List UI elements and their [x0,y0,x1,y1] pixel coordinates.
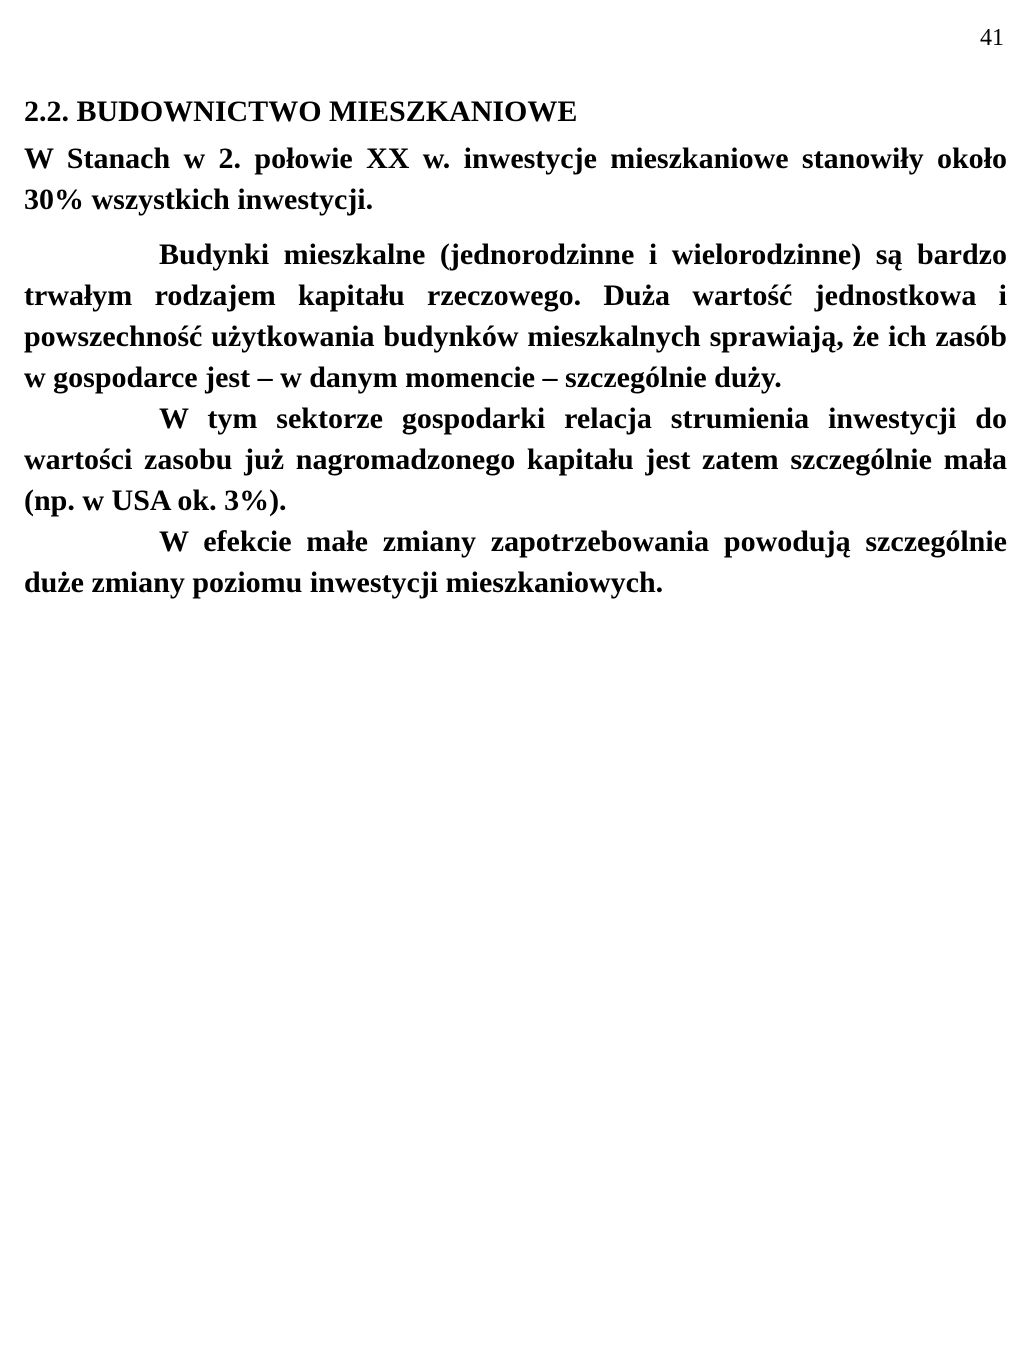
page-number: 41 [980,25,1004,51]
intro-paragraph: W Stanach w 2. połowie XX w. inwestycje mieszkaniowe stanowiły około 30% wszystkich inwestycji. [24,142,1007,216]
document-body [24,92,1007,603]
paragraph-investment-ratio: W tym sektorze gospodarki relacja strumienia inwestycji do wartości zasobu już nagromadzonego kapitału jest zatem szczególnie mała (np. w USA ok. 3%). [24,402,1007,517]
section-heading: 2.2. BUDOWNICTWO MIESZKANIOWE [24,95,578,128]
paragraph-residential-buildings: Budynki mieszkalne (jednorodzinne i wielorodzinne) są bardzo trwałym rodzajem kapitału rzeczowego. Duża wartość jednostkowa i powszechność użytkowania budynków mieszkalnych sprawiają, że ich zasób w gospodarce jest – w danym momencie – szczególnie duży. [24,238,1007,394]
paragraph-effect: W efekcie małe zmiany zapotrzebowania powodują szczególnie duże zmiany poziomu inwestycji mieszkaniowych. [24,525,1007,599]
